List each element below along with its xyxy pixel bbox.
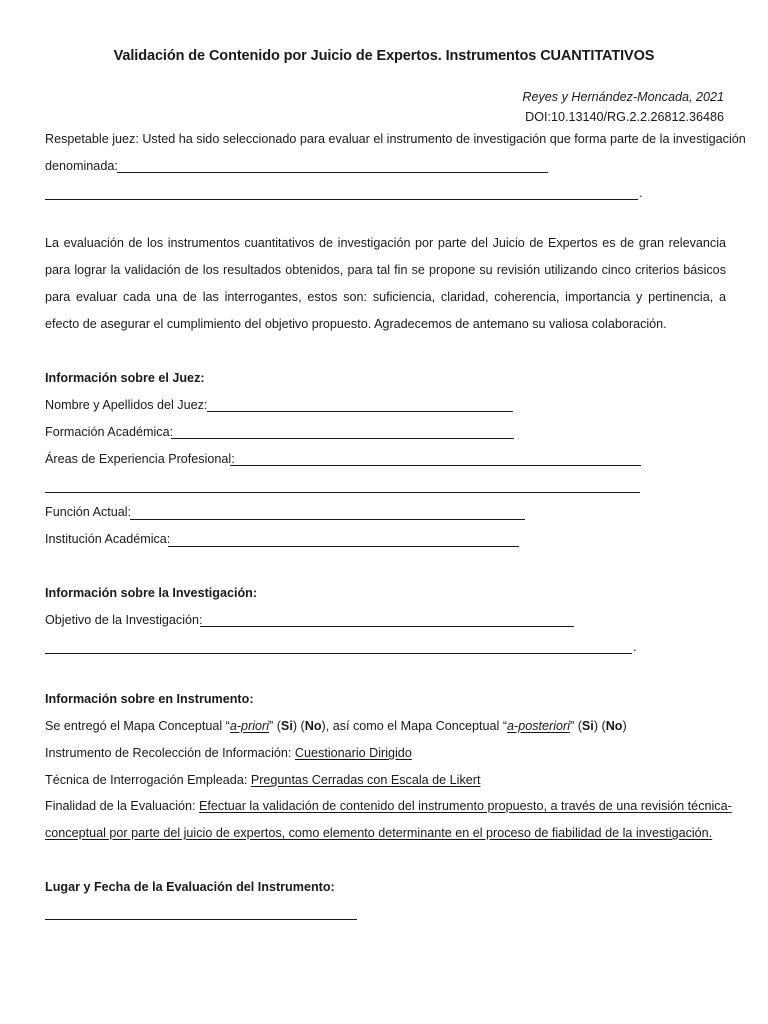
judge-heading: Información sobre el Juez: [45, 371, 205, 385]
concept-map-line [45, 718, 627, 734]
intro-period: . [639, 186, 643, 200]
areas-field[interactable] [230, 465, 641, 466]
apriori-si-option[interactable]: Si [280, 719, 293, 733]
education-field[interactable] [171, 438, 514, 439]
instrument-heading: Información sobre en Instrumento: [45, 692, 254, 706]
author-citation: Reyes y Hernández-Moncada, 2021 [522, 90, 724, 104]
objective-period: . [633, 640, 637, 654]
concept-map-prefix: Se entregó el Mapa Conceptual “ [45, 719, 230, 733]
a-priori-text: a-priori [229, 719, 270, 733]
concept-map-mid2: ), así como el Mapa Conceptual “ [321, 719, 508, 733]
document-title: Validación de Contenido por Juicio de Expertos. Instrumentos CUANTITATIVOS [113, 48, 655, 64]
research-name-blank-2[interactable] [45, 199, 638, 200]
intro-line-1: Respetable juez: Usted ha sido seleccionado para evaluar el instrumento de investigación que forma parte de la investigación [45, 132, 746, 146]
purpose-line-1 [45, 798, 732, 814]
purpose-line-2 [45, 825, 712, 841]
collection-label: Instrumento de Recolección de Información: [45, 746, 295, 760]
aposteriori-no-option[interactable]: No [605, 719, 623, 733]
research-heading: Información sobre la Investigación: [45, 586, 258, 600]
judge-name-field[interactable] [207, 411, 513, 412]
function-field[interactable] [130, 519, 525, 520]
purpose-value-1: Efectuar la validación de contenido del instrumento propuesto, a través de una revisión técnica- [199, 799, 732, 813]
apriori-no-option[interactable]: No [304, 719, 322, 733]
concept-map-mid: ” ( [269, 719, 281, 733]
evaluation-paragraph: La evaluación de los instrumentos cuantitativos de investigación por parte del Juicio de Expertos es de gran relevancia para lograr la validación de los resultados obtenidos, para tal fin se propone su revisión utilizando cinco criterios básicos para evaluar cada una de las interrogantes, estos son: suficiencia, claridad, coherencia, importancia y pertinencia, a efecto de asegurar el cumplimiento del objetivo propuesto. Agradecemos de antemano su valiosa colaboración. [45, 236, 726, 331]
concept-map-close: ) [622, 719, 627, 733]
place-date-field[interactable] [45, 919, 357, 920]
institution-field[interactable] [168, 546, 519, 547]
collection-line [45, 745, 412, 761]
judge-name-label: Nombre y Apellidos del Juez: [45, 398, 208, 412]
technique-label: Técnica de Interrogación Empleada: [45, 773, 251, 787]
place-date-heading: Lugar y Fecha de la Evaluación del Instrumento: [45, 880, 335, 894]
technique-line [45, 772, 480, 788]
function-label: Función Actual: [45, 505, 132, 519]
concept-map-sep: ) ( [292, 719, 305, 733]
areas-label: Áreas de Experiencia Profesional: [45, 452, 235, 466]
intro-line-2: denominada: [45, 159, 118, 173]
areas-field-2[interactable] [45, 492, 640, 493]
collection-value: Cuestionario Dirigido [294, 746, 412, 760]
concept-map-mid3: ” ( [570, 719, 582, 733]
objective-field[interactable] [200, 626, 574, 627]
purpose-label: Finalidad de la Evaluación: [45, 799, 200, 813]
aposteriori-si-option[interactable]: Si [581, 719, 594, 733]
a-posteriori-text: a-posteriori [507, 719, 571, 733]
doi-reference: DOI:10.13140/RG.2.2.26812.36486 [525, 110, 724, 124]
research-name-blank[interactable] [117, 172, 548, 173]
objective-field-2[interactable] [45, 653, 632, 654]
concept-map-sep2: ) ( [593, 719, 606, 733]
technique-value: Preguntas Cerradas con Escala de Likert [250, 773, 481, 787]
objective-label: Objetivo de la Investigación: [45, 613, 203, 627]
purpose-value-2: conceptual por parte del juicio de expertos, como elemento determinante en el proceso de fiabilidad de la investigación. [45, 826, 713, 840]
education-label: Formación Académica: [45, 425, 174, 439]
institution-label: Institución Académica: [45, 532, 171, 546]
